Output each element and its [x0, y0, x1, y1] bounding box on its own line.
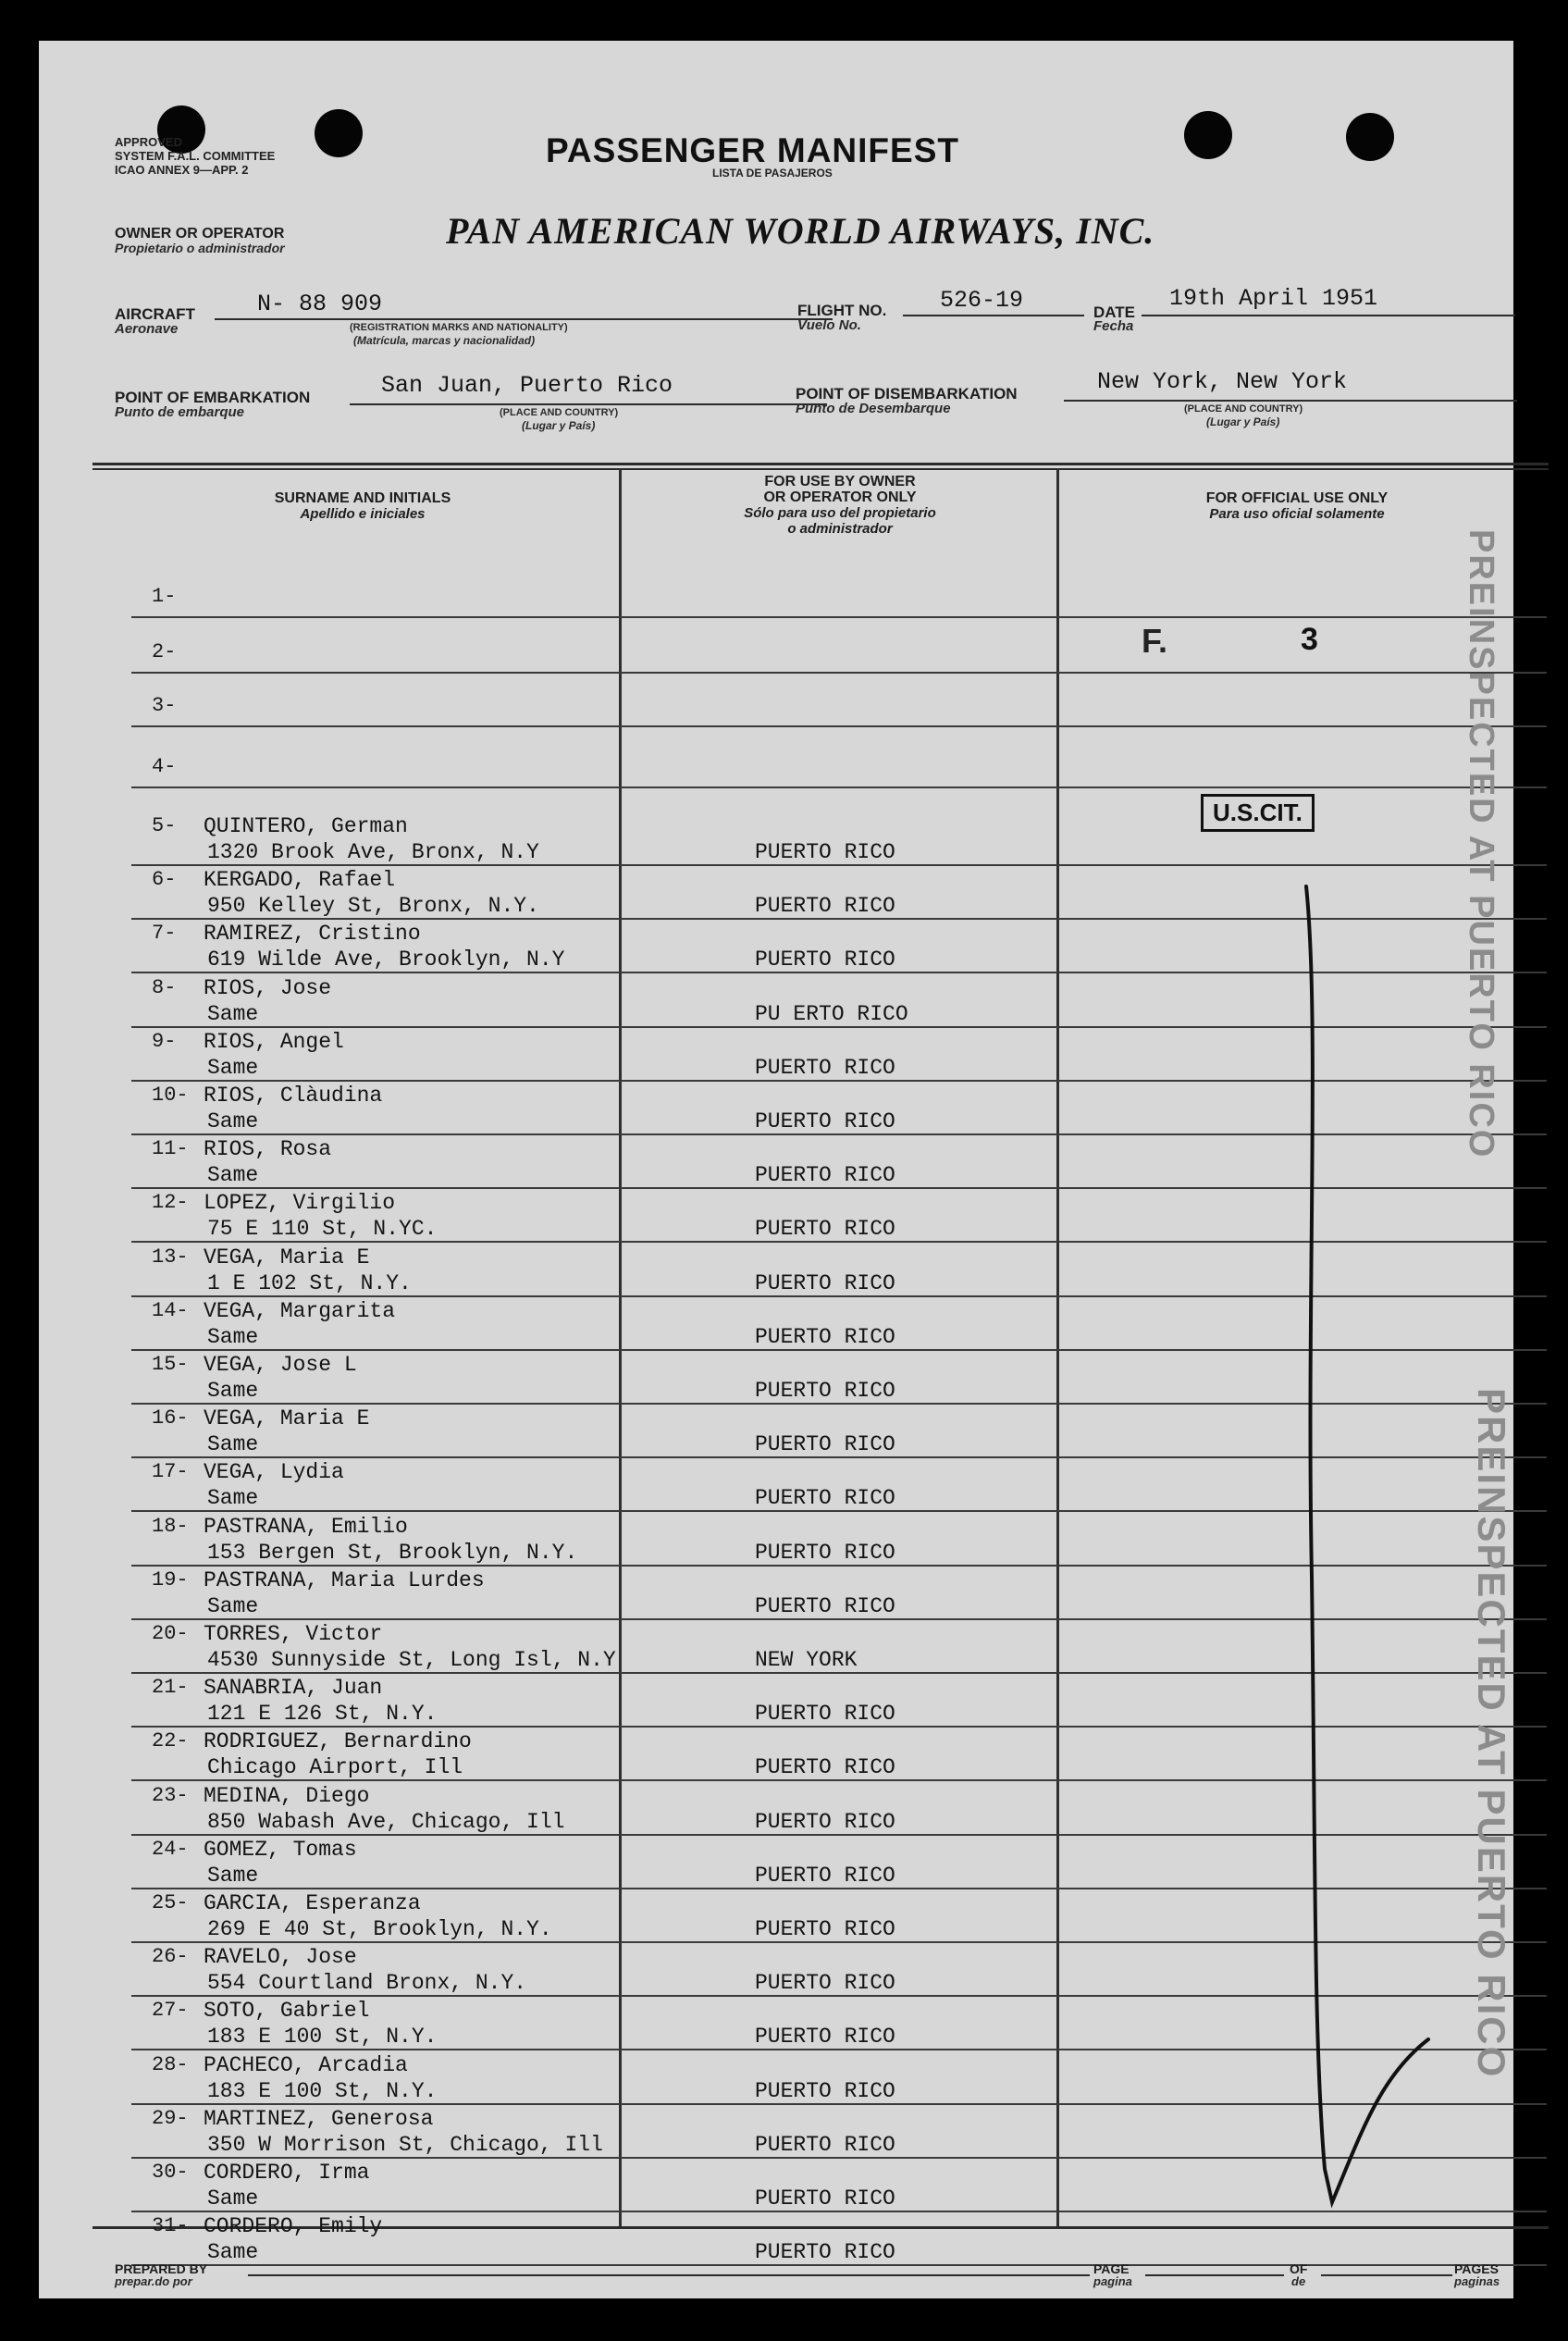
- row-number: 19-: [152, 1567, 189, 1592]
- date-underline: [1142, 315, 1515, 316]
- passenger-name: MEDINA, Diego: [204, 1783, 370, 1808]
- row-number: 13-: [152, 1245, 189, 1269]
- row-number: 5-: [152, 814, 177, 837]
- passenger-address: Same: [207, 1486, 259, 1511]
- passenger-address: 1320 Brook Ave, Bronx, N.Y: [207, 840, 539, 864]
- operator-note: PU ERTO RICO: [755, 1001, 908, 1026]
- operator-note: PUERTO RICO: [755, 1109, 895, 1133]
- date-label: DATE: [1093, 303, 1136, 321]
- official-check-mark: [1186, 836, 1500, 2280]
- col-header-official-en: FOR OFFICIAL USE ONLY: [1205, 490, 1389, 506]
- operator-note: PUERTO RICO: [755, 1593, 895, 1618]
- passenger-name: PACHECO, Arcadia: [204, 2052, 408, 2077]
- col-header-surname-es: [131, 506, 594, 522]
- owner-label: OWNER OR OPERATOR: [115, 226, 285, 242]
- passenger-name: VEGA, Margarita: [204, 1298, 396, 1323]
- row-number: 3-: [152, 694, 177, 717]
- row-number: 9-: [152, 1029, 177, 1053]
- passenger-address: Same: [207, 2240, 259, 2265]
- passenger-address: Same: [207, 1324, 259, 1349]
- page-title-es: LISTA DE PASAJEROS: [712, 167, 833, 180]
- embark-hint-es: (Lugar y País): [522, 419, 596, 432]
- row-rule: [131, 672, 1547, 674]
- passenger-name: VEGA, Lydia: [204, 1460, 344, 1485]
- passenger-name: MARTINEZ, Generosa: [204, 2106, 434, 2131]
- passenger-address: 75 E 110 St, N.YC.: [207, 1217, 438, 1242]
- passenger-address: 183 E 100 St, N.Y.: [207, 2025, 438, 2050]
- passenger-name: PASTRANA, Emilio: [204, 1514, 408, 1539]
- row-number: 27-: [152, 1999, 189, 2023]
- operator-note: PUERTO RICO: [755, 1217, 895, 1242]
- column-divider-2: [1056, 468, 1059, 2226]
- approval-block: [115, 135, 275, 177]
- operator-note: PUERTO RICO: [755, 1917, 895, 1941]
- aircraft-label: AIRCRAFT: [115, 305, 195, 323]
- passenger-name: PASTRANA, Maria Lurdes: [204, 1567, 485, 1592]
- operator-note: PUERTO RICO: [755, 1540, 895, 1565]
- passenger-address: 269 E 40 St, Brooklyn, N.Y.: [207, 1917, 552, 1941]
- operator-note: PUERTO RICO: [755, 2186, 895, 2211]
- aircraft-hint: (REGISTRATION MARKS AND NATIONALITY): [350, 322, 568, 333]
- col-header-official-es: [1066, 506, 1528, 522]
- passenger-name: CORDERO, Emily: [204, 2214, 383, 2239]
- passenger-address: 183 E 100 St, N.Y.: [207, 2078, 438, 2103]
- row-number: 11-: [152, 1137, 189, 1161]
- approval-line: APPROVED: [115, 135, 182, 149]
- passenger-name: GARCIA, Esperanza: [204, 1891, 421, 1915]
- passenger-name: VEGA, Jose L: [204, 1353, 357, 1377]
- operator-name: PAN AMERICAN WORLD AIRWAYS, INC.: [446, 210, 1155, 252]
- operator-note: PUERTO RICO: [755, 2240, 895, 2265]
- row-number: 16-: [152, 1406, 189, 1431]
- operator-note: PUERTO RICO: [755, 1702, 895, 1727]
- operator-note: PUERTO RICO: [755, 1270, 895, 1295]
- passenger-address: Same: [207, 1001, 259, 1026]
- passenger-name: RIOS, Clàudina: [204, 1084, 383, 1108]
- check-mark-stroke: [1306, 886, 1428, 2202]
- passenger-address: 554 Courtland Bronx, N.Y.: [207, 1971, 527, 1996]
- flight-label-es: Vuelo No.: [797, 317, 861, 333]
- row-number: 15-: [152, 1353, 189, 1376]
- punch-hole-center-left: [315, 109, 363, 157]
- row-number: 7-: [152, 922, 177, 946]
- col-header-owner-es2-text: o administrador: [787, 521, 893, 537]
- aircraft-hint-es: (Matrícula, marcas y nacionalidad): [353, 334, 536, 347]
- row-number: 1-: [152, 585, 177, 608]
- passenger-address: Same: [207, 1863, 259, 1888]
- prepared-label-es: prepar.do por: [115, 2274, 192, 2288]
- operator-note: PUERTO RICO: [755, 1324, 895, 1349]
- row-rule: [131, 616, 1547, 618]
- embark-value: San Juan, Puerto Rico: [381, 372, 673, 399]
- preinspected-stamp-bottom: PREINSPECTED AT PUERTO RICO: [1470, 1388, 1513, 2079]
- passenger-address: 950 Kelley St, Bronx, N.Y.: [207, 894, 539, 919]
- flight-underline: [903, 315, 1084, 316]
- passenger-address: 850 Wabash Ave, Chicago, Ill: [207, 1809, 565, 1834]
- col-header-owner-es1-text: Sólo para uso del propietario: [744, 505, 936, 521]
- embark-label: POINT OF EMBARKATION: [115, 389, 311, 406]
- passenger-address: Same: [207, 1593, 259, 1618]
- row-number: 12-: [152, 1191, 189, 1215]
- operator-note: PUERTO RICO: [755, 894, 895, 919]
- passenger-address: Same: [207, 1379, 259, 1403]
- disembark-label: POINT OF DISEMBARKATION: [796, 385, 1018, 403]
- row-number: 17-: [152, 1460, 189, 1484]
- passenger-name: TORRES, Victor: [204, 1622, 383, 1646]
- operator-note: PUERTO RICO: [755, 1809, 895, 1834]
- page-label-es: pagina: [1093, 2274, 1132, 2288]
- passenger-address: 121 E 126 St, N.Y.: [207, 1702, 438, 1727]
- page-underline: [1145, 2274, 1284, 2276]
- operator-note: PUERTO RICO: [755, 2025, 895, 2050]
- row-number: 10-: [152, 1084, 189, 1107]
- passenger-address: 350 W Morrison St, Chicago, Ill: [207, 2132, 603, 2157]
- row-number: 20-: [152, 1622, 189, 1645]
- table-top-rule: [93, 463, 1549, 465]
- operator-note: PUERTO RICO: [755, 1971, 895, 1996]
- row-rule: [131, 787, 1547, 788]
- pages-label: PAGES: [1454, 2261, 1499, 2276]
- passenger-address: 153 Bergen St, Brooklyn, N.Y.: [207, 1540, 578, 1565]
- passenger-address: Same: [207, 1432, 259, 1457]
- col-header-owner-es2: [625, 521, 1055, 537]
- row-number: 8-: [152, 975, 177, 999]
- disembark-value: New York, New York: [1097, 368, 1348, 395]
- passenger-address: Same: [207, 1055, 259, 1080]
- operator-note: PUERTO RICO: [755, 948, 895, 972]
- row-number: 26-: [152, 1945, 189, 1969]
- col-header-official: [1066, 490, 1528, 522]
- aircraft-value: N- 88 909: [257, 291, 383, 317]
- date-label-es: Fecha: [1093, 318, 1134, 334]
- row-number: 22-: [152, 1729, 189, 1753]
- page-title: PASSENGER MANIFEST: [546, 131, 959, 169]
- pages-label-es: paginas: [1454, 2274, 1500, 2288]
- passenger-address: Same: [207, 1163, 259, 1188]
- row-number: 25-: [152, 1891, 189, 1914]
- owner-label-es: Propietario o administrador: [115, 241, 285, 255]
- manifest-page: [39, 41, 1513, 2298]
- operator-note: PUERTO RICO: [755, 2078, 895, 2103]
- approval-line: SYSTEM F.A.L. COMMITTEE: [115, 149, 276, 163]
- col-header-surname-es-text: Apellido e iniciales: [300, 506, 426, 522]
- flight-value: 526-19: [940, 287, 1024, 314]
- aircraft-label-es: Aeronave: [115, 321, 179, 337]
- row-number: 31-: [152, 2214, 189, 2238]
- passenger-name: LOPEZ, Virgilio: [204, 1191, 396, 1216]
- flight-label: FLIGHT NO.: [797, 302, 887, 319]
- row-number: 2-: [152, 640, 177, 663]
- passenger-address: Same: [207, 2186, 259, 2211]
- page-label: PAGE: [1093, 2261, 1130, 2276]
- passenger-name: KERGADO, Rafael: [204, 868, 396, 893]
- table-top-rule-2: [93, 468, 1549, 470]
- passenger-name: RAMIREZ, Cristino: [204, 922, 421, 947]
- passenger-address: Same: [207, 1109, 259, 1133]
- of-label: OF: [1290, 2261, 1308, 2276]
- operator-note: PUERTO RICO: [755, 1055, 895, 1080]
- passenger-address: 619 Wilde Ave, Brooklyn, N.Y: [207, 948, 565, 972]
- passenger-address: Chicago Airport, Ill: [207, 1755, 463, 1780]
- passenger-name: RODRIGUEZ, Bernardino: [204, 1729, 472, 1754]
- row-number: 29-: [152, 2106, 189, 2130]
- of-label-es: de: [1291, 2274, 1306, 2288]
- passenger-name: VEGA, Maria E: [204, 1406, 370, 1431]
- approval-line: ICAO ANNEX 9—APP. 2: [115, 163, 249, 177]
- col-header-surname: [131, 490, 594, 522]
- operator-note: PUERTO RICO: [755, 1163, 895, 1188]
- row-number: 6-: [152, 868, 177, 892]
- passenger-name: RAVELO, Jose: [204, 1945, 357, 1970]
- disembark-hint: (PLACE AND COUNTRY): [1184, 403, 1303, 415]
- row-number: 30-: [152, 2161, 189, 2184]
- disembark-hint-es: (Lugar y País): [1206, 415, 1280, 428]
- us-citizen-stamp: U.S.CIT.: [1201, 794, 1315, 832]
- passenger-name: VEGA, Maria E: [204, 1245, 370, 1270]
- operator-note: PUERTO RICO: [755, 1863, 895, 1888]
- passenger-name: QUINTERO, German: [204, 814, 408, 838]
- preinspected-stamp-top: PREINSPECTED AT PUERTO RICO: [1462, 529, 1500, 1159]
- punch-hole-right: [1346, 113, 1394, 161]
- operator-note: PUERTO RICO: [755, 1379, 895, 1403]
- passenger-name: RIOS, Jose: [204, 975, 332, 1000]
- operator-note: PUERTO RICO: [755, 840, 895, 864]
- passenger-name: GOMEZ, Tomas: [204, 1837, 357, 1862]
- row-number: 14-: [152, 1298, 189, 1322]
- operator-note: PUERTO RICO: [755, 2132, 895, 2157]
- official-mark-number: 3: [1301, 622, 1318, 657]
- prepared-underline: [248, 2274, 1090, 2276]
- disembark-underline: [1064, 400, 1517, 402]
- row-rule: [131, 725, 1547, 727]
- operator-note: PUERTO RICO: [755, 1486, 895, 1511]
- row-number: 18-: [152, 1514, 189, 1538]
- col-header-owner-line1: FOR USE BY OWNER: [764, 474, 916, 489]
- col-header-owner: [625, 474, 1055, 537]
- embark-hint: (PLACE AND COUNTRY): [500, 407, 619, 418]
- row-number: 4-: [152, 755, 177, 778]
- col-header-owner-es1: [625, 505, 1055, 521]
- col-header-surname-en: SURNAME AND INITIALS: [274, 490, 451, 506]
- embark-label-es: Punto de embarque: [115, 404, 245, 420]
- passenger-name: CORDERO, Irma: [204, 2161, 370, 2185]
- passenger-name: SOTO, Gabriel: [204, 1999, 370, 2024]
- embark-underline: [350, 403, 827, 405]
- of-underline: [1321, 2274, 1452, 2276]
- column-divider-1: [619, 468, 622, 2226]
- col-header-owner-line2: OR OPERATOR ONLY: [763, 489, 917, 505]
- punch-hole-center-right: [1184, 111, 1232, 159]
- passenger-name: RIOS, Rosa: [204, 1137, 332, 1162]
- passenger-name: SANABRIA, Juan: [204, 1676, 383, 1701]
- row-number: 23-: [152, 1783, 189, 1807]
- passenger-address: 1 E 102 St, N.Y.: [207, 1270, 412, 1295]
- official-mark-partial: F.: [1142, 622, 1168, 660]
- date-value: 19th April 1951: [1169, 285, 1378, 312]
- prepared-label: PREPARED BY: [115, 2261, 208, 2276]
- col-header-official-es-text: Para uso oficial solamente: [1209, 506, 1385, 522]
- row-number: 28-: [152, 2052, 189, 2076]
- row-number: 24-: [152, 1837, 189, 1861]
- passenger-name: RIOS, Angel: [204, 1029, 344, 1054]
- row-number: 21-: [152, 1676, 189, 1700]
- operator-note: PUERTO RICO: [755, 1432, 895, 1457]
- disembark-label-es: Punto de Desembarque: [796, 401, 951, 416]
- passenger-address: 4530 Sunnyside St, Long Isl, N.Y: [207, 1648, 616, 1672]
- operator-note: NEW YORK: [755, 1648, 858, 1672]
- aircraft-underline: [215, 318, 833, 320]
- operator-note: PUERTO RICO: [755, 1755, 895, 1780]
